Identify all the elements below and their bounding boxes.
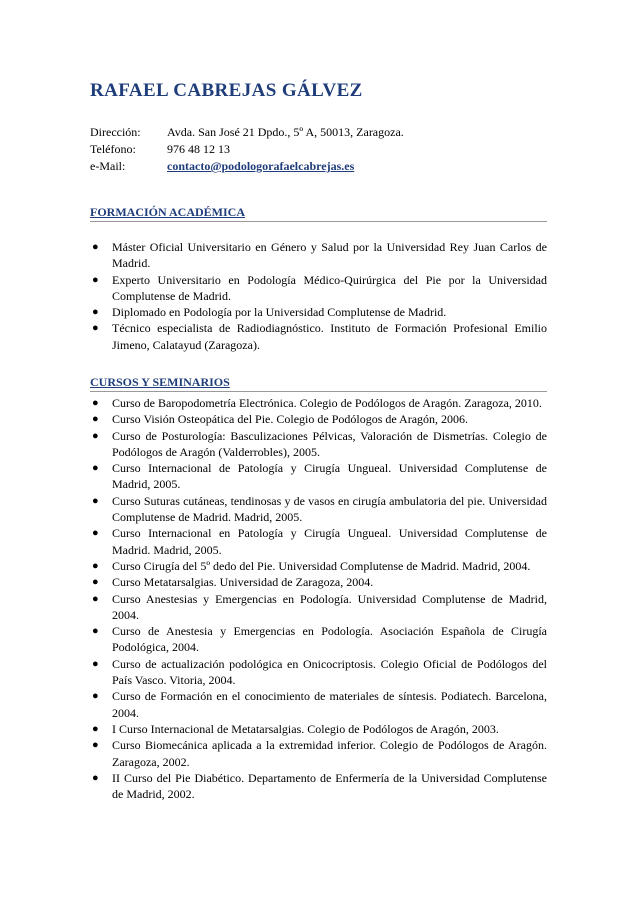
section-title-cursos-text: CURSOS Y SEMINARIOS: [90, 375, 230, 389]
bullet-icon: ●: [92, 306, 99, 319]
bullet-icon: ●: [92, 722, 99, 735]
list-item-text: Curso de Anestesia y Emergencias en Podología. Asociación Española de Cirugía Podológica, 2004.: [112, 624, 547, 655]
bullet-icon: ●: [92, 657, 99, 670]
list-item: [90, 525, 547, 558]
list-item-text: Curso Anestesias y Emergencias en Podología. Universidad Complutense de Madrid, 2004.: [112, 591, 547, 622]
bullet-icon: ●: [92, 494, 99, 507]
list-item: [90, 320, 547, 353]
list-item: [90, 656, 547, 689]
contact-block: [90, 124, 404, 175]
email-label: e-Mail:: [90, 159, 126, 173]
bullet-icon: ●: [92, 413, 99, 426]
list-item: [90, 688, 547, 721]
list-item: [90, 493, 547, 526]
list-item-text: Curso Visión Osteopática del Pie. Colegio de Podólogos de Aragón, 2006.: [112, 412, 469, 427]
contact-address-row: [90, 124, 404, 141]
address-label: Dirección:: [90, 125, 141, 139]
bullet-icon: ●: [92, 625, 99, 638]
list-item: [90, 770, 547, 803]
list-item: [90, 395, 547, 411]
list-item: [90, 721, 547, 737]
list-item-text: Curso de Formación en el conocimiento de materiales de síntesis. Podiatech. Barcelona, 2004.: [112, 689, 547, 720]
list-item: [90, 558, 547, 574]
section-title-cursos: [90, 375, 547, 392]
section-title-formacion-text: FORMACIÓN ACADÉMICA: [90, 205, 245, 219]
list-item-text: Experto Universitario en Podología Médico-Quirúrgica del Pie por la Universidad Complutense de Madrid.: [112, 272, 547, 303]
list-item: [90, 623, 547, 656]
list-item-text: I Curso Internacional de Metatarsalgias. Colegio de Podólogos de Aragón, 2003.: [112, 721, 499, 736]
address-value: Avda. San José 21 Dpdo., 5º A, 50013, Zaragoza.: [167, 125, 404, 139]
formacion-list: [90, 239, 547, 353]
phone-value: 976 48 12 13: [167, 142, 230, 156]
list-item-text: Técnico especialista de Radiodiagnóstico. Instituto de Formación Profesional Emilio Jimeno, Calatayud (Zaragoza).: [112, 321, 547, 352]
bullet-icon: ●: [92, 397, 99, 409]
bullet-icon: ●: [92, 592, 99, 605]
list-item-text: Curso Biomecánica aplicada a la extremidad inferior. Colegio de Podólogos de Aragón. Zaragoza, 2002.: [112, 738, 547, 769]
phone-label: Teléfono:: [90, 142, 136, 156]
bullet-icon: ●: [92, 241, 99, 253]
bullet-icon: ●: [92, 559, 99, 572]
bullet-icon: ●: [92, 576, 99, 589]
bullet-icon: ●: [92, 527, 99, 540]
list-item-text: Diplomado en Podología por la Universidad Complutense de Madrid.: [112, 305, 447, 320]
list-item-text: Curso Internacional en Patología y Cirugía Ungueal. Universidad Complutense de Madrid. Madrid, 2005.: [112, 526, 547, 557]
contact-email-row: [90, 158, 404, 175]
list-item-text: II Curso del Pie Diabético. Departamento de Enfermería de la Universidad Complutense de Madrid, 2002.: [112, 770, 547, 802]
list-item-text: Curso de Posturología: Basculizaciones Pélvicas, Valoración de Dismetrías. Colegio de Podólogos de Aragón (Valderrobles), 2005.: [112, 428, 547, 459]
list-item-text: Curso Cirugía del 5º dedo del Pie. Universidad Complutense de Madrid. Madrid, 2004.: [112, 558, 531, 573]
contact-phone-row: [90, 141, 404, 158]
bullet-icon: ●: [92, 462, 99, 475]
list-item: [90, 239, 547, 272]
section-title-formacion: [90, 205, 547, 222]
page-title: RAFAEL CABREJAS GÁLVEZ: [90, 80, 363, 101]
list-item-text: Curso de actualización podológica en Onicocriptosis. Colegio Oficial de Podólogos del País Vasco. Vitoria, 2004.: [112, 656, 547, 688]
bullet-icon: ●: [92, 322, 99, 335]
list-item: [90, 460, 547, 493]
email-link[interactable]: contacto@podologorafaelcabrejas.es: [167, 159, 355, 173]
list-item-text: Curso Suturas cutáneas, tendinosas y de vasos en cirugía ambulatoria del pie. Universidad Complutense de Madrid. Madrid, 2005.: [112, 493, 547, 525]
list-item-text: Máster Oficial Universitario en Género y Salud por la Universidad Rey Juan Carlos de Madrid.: [112, 240, 547, 271]
list-item: [90, 304, 547, 320]
bullet-icon: ●: [92, 739, 99, 752]
bullet-icon: ●: [92, 771, 99, 784]
list-item: [90, 574, 547, 590]
bullet-icon: ●: [92, 429, 99, 442]
list-item: [90, 591, 547, 624]
list-item: [90, 411, 547, 427]
list-item-text: Curso de Baropodometría Electrónica. Colegio de Podólogos de Aragón. Zaragoza, 2010.: [112, 396, 542, 410]
list-item-text: Curso Internacional de Patología y Cirugía Ungueal. Universidad Complutense de Madrid, 2005.: [112, 461, 547, 492]
list-item: [90, 428, 547, 461]
cursos-list: [90, 395, 547, 802]
list-item: [90, 272, 547, 305]
list-item-text: Curso Metatarsalgias. Universidad de Zaragoza, 2004.: [112, 575, 374, 590]
bullet-icon: ●: [92, 273, 99, 286]
list-item: [90, 737, 547, 770]
bullet-icon: ●: [92, 690, 99, 703]
